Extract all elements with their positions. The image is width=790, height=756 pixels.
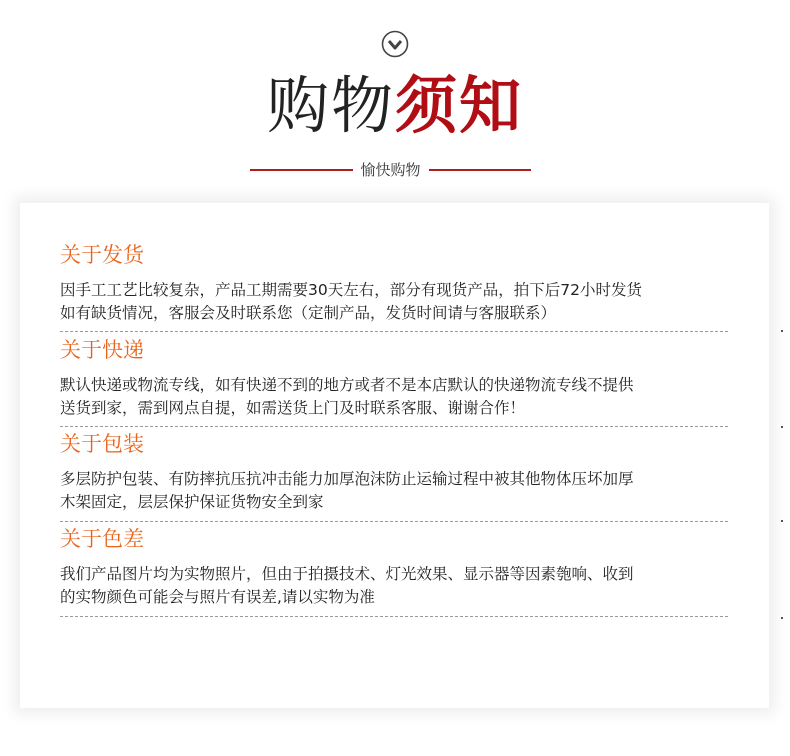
edge-dot xyxy=(781,426,783,428)
section-heading: 关于色差 xyxy=(60,527,144,551)
section-heading: 关于快递 xyxy=(60,338,144,362)
divider-left xyxy=(250,169,353,171)
section-line: 我们产品图片均为实物照片，但由于拍摄技术、灯光效果、显示器等因素匏响、收到 xyxy=(60,565,634,583)
page-title-bold: 须知 xyxy=(395,69,524,142)
section-color-difference xyxy=(60,525,728,609)
edge-dot xyxy=(781,330,783,332)
edge-dot xyxy=(781,520,783,522)
section-line: 的实物颜色可能会与照片有误差,请以实物为准 xyxy=(60,588,375,606)
dashed-divider xyxy=(60,521,728,522)
dashed-divider xyxy=(60,426,728,427)
section-line: 如有缺货情况，客服会及时联系您（定制产品，发货时间请与客服联系） xyxy=(60,304,557,322)
section-line: 木架固定，层层保护保证货物安全到家 xyxy=(60,493,324,511)
divider-right xyxy=(429,169,532,171)
section-heading: 关于发货 xyxy=(60,243,144,267)
section-line: 多层防护包装、有防摔抗压抗冲击能力加厚泡沫防止运输过程中被其他物体压坏加厚 xyxy=(60,470,634,488)
section-line: 默认快递或物流专线，如有快递不到的地方或者不是本店默认的快递物流专线不提供 xyxy=(60,376,634,394)
section-text xyxy=(60,563,728,609)
page-title-light: 购物 xyxy=(266,69,395,142)
dashed-divider xyxy=(60,616,728,617)
section-text xyxy=(60,279,728,325)
section-text xyxy=(60,468,728,514)
section-delivery xyxy=(60,336,728,420)
section-line: 因手工工艺比较复杂，产品工期需要30天左右，部分有现货产品，拍下后72小时发货 xyxy=(60,281,642,299)
section-shipping xyxy=(60,241,728,325)
section-heading: 关于包装 xyxy=(60,432,144,456)
subtitle-row xyxy=(250,160,531,180)
section-packaging xyxy=(60,430,728,514)
edge-dot xyxy=(781,617,783,619)
page-title xyxy=(0,66,790,146)
section-line: 送货到家，需到网点自提，如需送货上门及时联系客服、谢谢合作！ xyxy=(60,399,526,417)
page-subtitle: 愉快购物 xyxy=(360,161,421,179)
dashed-divider xyxy=(60,331,728,332)
chevron-down-circle-icon xyxy=(381,30,409,58)
section-text xyxy=(60,374,728,420)
